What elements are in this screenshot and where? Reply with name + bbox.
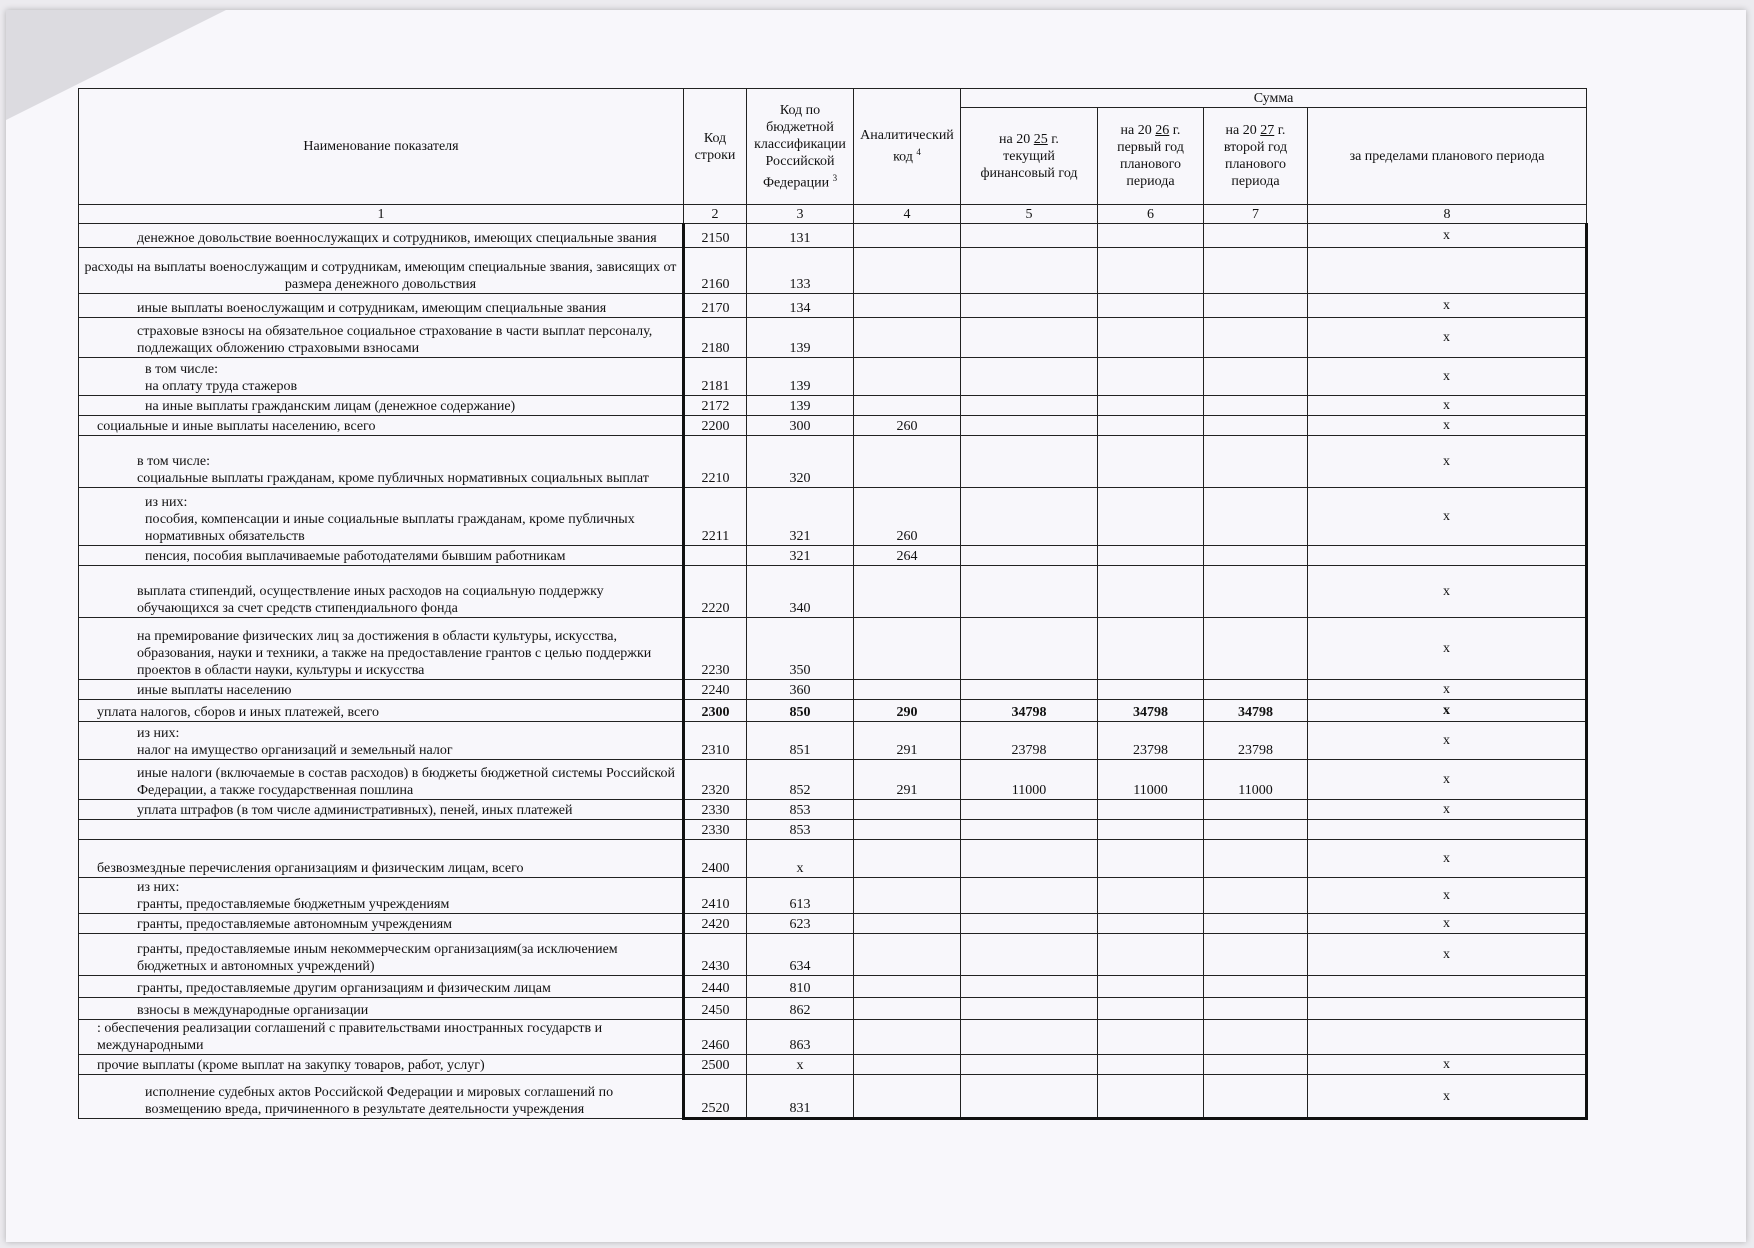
cell-y1 <box>961 546 1098 566</box>
col7-prefix: на 20 <box>1225 123 1257 138</box>
cell-code: 2211 <box>684 488 747 546</box>
cell-code: 2181 <box>684 358 747 396</box>
cell-y3 <box>1204 820 1308 840</box>
row-name: безвозмездные перечисления организациям и физическим лицам, всего <box>79 840 684 878</box>
cell-y3 <box>1204 976 1308 998</box>
header-budget-code <box>747 89 854 205</box>
cell-y3 <box>1204 248 1308 294</box>
cell-y1 <box>961 840 1098 878</box>
table-row <box>79 800 1587 820</box>
cell-beyond: x <box>1308 396 1587 416</box>
cell-y3: 34798 <box>1204 700 1308 722</box>
table-row <box>79 248 1587 294</box>
cell-an: 291 <box>854 760 961 800</box>
table-row <box>79 976 1587 998</box>
cell-an <box>854 318 961 358</box>
cell-kbk: 139 <box>747 396 854 416</box>
cell-y3 <box>1204 1020 1308 1055</box>
col-num-5: 5 <box>961 205 1098 224</box>
cell-y3 <box>1204 1075 1308 1119</box>
cell-y3 <box>1204 546 1308 566</box>
table-row <box>79 318 1587 358</box>
cell-y1 <box>961 998 1098 1020</box>
cell-kbk: 133 <box>747 248 854 294</box>
cell-y1 <box>961 224 1098 248</box>
cell-y2 <box>1098 878 1204 914</box>
table-row <box>79 416 1587 436</box>
cell-code: 2330 <box>684 820 747 840</box>
row-name: уплата налогов, сборов и иных платежей, всего <box>79 700 684 722</box>
cell-y3 <box>1204 1055 1308 1075</box>
cell-beyond: x <box>1308 680 1587 700</box>
row-name: взносы в международные организации <box>79 998 684 1020</box>
cell-an <box>854 934 961 976</box>
row-name: гранты, предоставляемые автономным учреждениям <box>79 914 684 934</box>
cell-an <box>854 358 961 396</box>
cell-y2 <box>1098 800 1204 820</box>
cell-y2 <box>1098 416 1204 436</box>
cell-y3 <box>1204 224 1308 248</box>
col7-desc: второй год планового периода <box>1223 140 1288 189</box>
cell-y2 <box>1098 396 1204 416</box>
cell-kbk: 623 <box>747 914 854 934</box>
cell-beyond: x <box>1308 294 1587 318</box>
cell-y2 <box>1098 436 1204 488</box>
cell-an <box>854 618 961 680</box>
cell-y1 <box>961 976 1098 998</box>
cell-y2: 11000 <box>1098 760 1204 800</box>
col-num-1: 1 <box>79 205 684 224</box>
cell-y1 <box>961 294 1098 318</box>
cell-an <box>854 1055 961 1075</box>
header-analytic-text: Аналитический код <box>860 128 954 165</box>
col5-prefix: на 20 <box>999 131 1031 147</box>
cell-code: 2430 <box>684 934 747 976</box>
cell-beyond: x <box>1308 224 1587 248</box>
cell-y1 <box>961 318 1098 358</box>
cell-y2 <box>1098 1055 1204 1075</box>
cell-y1 <box>961 618 1098 680</box>
cell-beyond: x <box>1308 1055 1587 1075</box>
cell-an <box>854 224 961 248</box>
row-name: на премирование физических лиц за достижения в области культуры, искусства, образования, науки и техники, а также на предоставление грантов с целью поддержки проектов в области науки, культуры и искусства <box>79 618 684 680</box>
cell-beyond: x <box>1308 700 1587 722</box>
table-row <box>79 566 1587 618</box>
cell-kbk: 853 <box>747 800 854 820</box>
cell-kbk: 851 <box>747 722 854 760</box>
row-name: выплата стипендий, осуществление иных расходов на социальную поддержку обучающихся за счет средств стипендиального фонда <box>79 566 684 618</box>
cell-y2 <box>1098 488 1204 546</box>
row-name: гранты, предоставляемые другим организациям и физическим лицам <box>79 976 684 998</box>
col-num-7: 7 <box>1204 205 1308 224</box>
header-budget-code-note: 3 <box>832 172 838 183</box>
col5-year: 25 <box>1033 131 1048 147</box>
cell-code: 2210 <box>684 436 747 488</box>
cell-kbk: 131 <box>747 224 854 248</box>
cell-y1 <box>961 436 1098 488</box>
cell-code: 2172 <box>684 396 747 416</box>
cell-y3 <box>1204 680 1308 700</box>
cell-y1 <box>961 820 1098 840</box>
cell-y3 <box>1204 358 1308 396</box>
row-name: гранты, предоставляемые иным некоммерческим организациям(за исключением бюджетных и автономных учреждений) <box>79 934 684 976</box>
cell-beyond: x <box>1308 1075 1587 1119</box>
cell-y2 <box>1098 840 1204 878</box>
header-col5 <box>961 108 1098 205</box>
cell-beyond <box>1308 820 1587 840</box>
row-name: исполнение судебных актов Российской Федерации и мировых соглашений по возмещению вреда, причиненного в результате деятельности учреждения <box>79 1075 684 1119</box>
table-row <box>79 680 1587 700</box>
cell-kbk: 613 <box>747 878 854 914</box>
col-num-4: 4 <box>854 205 961 224</box>
cell-beyond: x <box>1308 878 1587 914</box>
cell-y1 <box>961 1075 1098 1119</box>
table-row <box>79 546 1587 566</box>
cell-y1 <box>961 396 1098 416</box>
cell-code: 2450 <box>684 998 747 1020</box>
cell-beyond: x <box>1308 488 1587 546</box>
cell-y2 <box>1098 294 1204 318</box>
row-name: уплата штрафов (в том числе административных), пеней, иных платежей <box>79 800 684 820</box>
cell-beyond: x <box>1308 934 1587 976</box>
table-row <box>79 488 1587 546</box>
table-row <box>79 224 1587 248</box>
cell-y3 <box>1204 800 1308 820</box>
cell-y1 <box>961 566 1098 618</box>
cell-kbk: 810 <box>747 976 854 998</box>
col-num-8: 8 <box>1308 205 1587 224</box>
cell-code: 2150 <box>684 224 747 248</box>
cell-kbk: x <box>747 1055 854 1075</box>
table-row <box>79 760 1587 800</box>
cell-code: 2410 <box>684 878 747 914</box>
cell-code: 2500 <box>684 1055 747 1075</box>
table-row <box>79 436 1587 488</box>
row-name: на иные выплаты гражданским лицам (денежное содержание) <box>79 396 684 416</box>
cell-y3 <box>1204 914 1308 934</box>
cell-code: 2520 <box>684 1075 747 1119</box>
cell-y3 <box>1204 998 1308 1020</box>
col-num-6: 6 <box>1098 205 1204 224</box>
cell-code: 2180 <box>684 318 747 358</box>
header-col6 <box>1098 108 1204 205</box>
col7-suffix: г. <box>1277 123 1286 138</box>
cell-y1: 34798 <box>961 700 1098 722</box>
cell-code: 2220 <box>684 566 747 618</box>
header-analytic-note: 4 <box>916 147 921 158</box>
cell-y2 <box>1098 248 1204 294</box>
cell-kbk: 850 <box>747 700 854 722</box>
table-row <box>79 820 1587 840</box>
cell-y2 <box>1098 976 1204 998</box>
cell-y1: 11000 <box>961 760 1098 800</box>
cell-beyond: x <box>1308 618 1587 680</box>
cell-y2 <box>1098 680 1204 700</box>
cell-code: 2300 <box>684 700 747 722</box>
row-name: в том числе: на оплату труда стажеров <box>79 358 684 396</box>
row-name: из них: налог на имущество организаций и земельный налог <box>79 722 684 760</box>
cell-code: 2440 <box>684 976 747 998</box>
expenses-table-container <box>78 88 1586 1120</box>
cell-beyond: x <box>1308 722 1587 760</box>
cell-y3: 23798 <box>1204 722 1308 760</box>
cell-kbk: 321 <box>747 546 854 566</box>
cell-kbk: 853 <box>747 820 854 840</box>
cell-an <box>854 820 961 840</box>
cell-an <box>854 566 961 618</box>
cell-an <box>854 1075 961 1119</box>
row-name <box>79 820 684 840</box>
cell-y3 <box>1204 934 1308 976</box>
cell-y1 <box>961 416 1098 436</box>
cell-an <box>854 436 961 488</box>
table-row <box>79 294 1587 318</box>
header-col8: за пределами планового периода <box>1308 108 1587 205</box>
cell-kbk: 634 <box>747 934 854 976</box>
cell-y2 <box>1098 318 1204 358</box>
row-name: социальные и иные выплаты населению, всего <box>79 416 684 436</box>
cell-code <box>684 546 747 566</box>
cell-y3 <box>1204 488 1308 546</box>
cell-beyond: x <box>1308 760 1587 800</box>
cell-y1 <box>961 1055 1098 1075</box>
cell-y1 <box>961 878 1098 914</box>
cell-kbk: 360 <box>747 680 854 700</box>
cell-y1 <box>961 358 1098 396</box>
table-row <box>79 1075 1587 1119</box>
cell-y3 <box>1204 318 1308 358</box>
cell-kbk: 862 <box>747 998 854 1020</box>
cell-kbk: 321 <box>747 488 854 546</box>
cell-an <box>854 1020 961 1055</box>
cell-kbk: 139 <box>747 318 854 358</box>
table-row <box>79 914 1587 934</box>
row-name: расходы на выплаты военослужащим и сотрудникам, имеющим специальные звания, зависящих от размера денежного довольствия <box>79 248 684 294</box>
col6-suffix: г. <box>1172 123 1181 138</box>
col6-prefix: на 20 <box>1120 123 1152 138</box>
header-code: Код строки <box>684 89 747 205</box>
cell-an <box>854 878 961 914</box>
cell-an <box>854 976 961 998</box>
cell-kbk: 863 <box>747 1020 854 1055</box>
cell-y3 <box>1204 416 1308 436</box>
table-row <box>79 1020 1587 1055</box>
cell-code: 2240 <box>684 680 747 700</box>
cell-an <box>854 248 961 294</box>
cell-beyond: x <box>1308 914 1587 934</box>
cell-y2 <box>1098 998 1204 1020</box>
cell-y2 <box>1098 618 1204 680</box>
cell-code: 2420 <box>684 914 747 934</box>
table-row <box>79 396 1587 416</box>
table-row <box>79 618 1587 680</box>
row-name: иные налоги (включаемые в состав расходов) в бюджеты бюджетной системы Российской Федерации, а также государственная пошлина <box>79 760 684 800</box>
cell-y3: 11000 <box>1204 760 1308 800</box>
cell-y3 <box>1204 840 1308 878</box>
cell-y3 <box>1204 436 1308 488</box>
cell-y1 <box>961 934 1098 976</box>
row-name: из них: пособия, компенсации и иные социальные выплаты гражданам, кроме публичных нормативных обязательств <box>79 488 684 546</box>
cell-y2: 23798 <box>1098 722 1204 760</box>
col5-desc: текущий финансовый год <box>980 148 1078 181</box>
cell-y1 <box>961 488 1098 546</box>
table-body <box>79 224 1587 1119</box>
cell-an <box>854 396 961 416</box>
cell-y3 <box>1204 294 1308 318</box>
cell-kbk: 320 <box>747 436 854 488</box>
row-name: в том числе: социальные выплаты гражданам, кроме публичных нормативных социальных выплат <box>79 436 684 488</box>
cell-kbk: 300 <box>747 416 854 436</box>
cell-y3 <box>1204 618 1308 680</box>
header-col7 <box>1204 108 1308 205</box>
cell-kbk: 831 <box>747 1075 854 1119</box>
cell-y1 <box>961 248 1098 294</box>
header-sum-group: Сумма <box>961 89 1587 108</box>
cell-beyond: x <box>1308 416 1587 436</box>
cell-y2 <box>1098 934 1204 976</box>
cell-an: 290 <box>854 700 961 722</box>
cell-y2 <box>1098 566 1204 618</box>
cell-beyond: x <box>1308 318 1587 358</box>
cell-y2 <box>1098 914 1204 934</box>
cell-kbk: 340 <box>747 566 854 618</box>
cell-an <box>854 800 961 820</box>
cell-y1: 23798 <box>961 722 1098 760</box>
cell-beyond <box>1308 248 1587 294</box>
cell-an <box>854 840 961 878</box>
cell-code: 2320 <box>684 760 747 800</box>
cell-an: 264 <box>854 546 961 566</box>
cell-y2 <box>1098 224 1204 248</box>
table-row <box>79 700 1587 722</box>
row-name: пенсия, пособия выплачиваемые работодателями бывшим работникам <box>79 546 684 566</box>
cell-an: 260 <box>854 488 961 546</box>
col7-year: 27 <box>1260 123 1275 138</box>
cell-y3 <box>1204 878 1308 914</box>
table-row <box>79 722 1587 760</box>
cell-kbk: 134 <box>747 294 854 318</box>
row-name: иные выплаты населению <box>79 680 684 700</box>
cell-kbk: x <box>747 840 854 878</box>
cell-y2: 34798 <box>1098 700 1204 722</box>
cell-beyond: x <box>1308 436 1587 488</box>
cell-y1 <box>961 1020 1098 1055</box>
cell-code: 2330 <box>684 800 747 820</box>
cell-beyond: x <box>1308 358 1587 396</box>
cell-beyond <box>1308 976 1587 998</box>
col5-suffix: г. <box>1051 131 1059 147</box>
table-row <box>79 358 1587 396</box>
cell-an: 260 <box>854 416 961 436</box>
row-name: прочие выплаты (кроме выплат на закупку товаров, работ, услуг) <box>79 1055 684 1075</box>
cell-y1 <box>961 800 1098 820</box>
cell-beyond <box>1308 998 1587 1020</box>
table-row <box>79 840 1587 878</box>
table-row <box>79 998 1587 1020</box>
table-row <box>79 1055 1587 1075</box>
cell-kbk: 852 <box>747 760 854 800</box>
cell-beyond: x <box>1308 566 1587 618</box>
row-name: денежное довольствие военнослужащих и сотрудников, имеющих специальные звания <box>79 224 684 248</box>
col6-desc: первый год планового периода <box>1117 140 1184 189</box>
row-name: иные выплаты военослужащим и сотрудникам, имеющим специальные звания <box>79 294 684 318</box>
table-row <box>79 934 1587 976</box>
col-num-3: 3 <box>747 205 854 224</box>
header-analytic <box>854 89 961 205</box>
cell-y3 <box>1204 396 1308 416</box>
row-name: из них: гранты, предоставляемые бюджетным учреждениям <box>79 878 684 914</box>
cell-beyond <box>1308 546 1587 566</box>
cell-y2 <box>1098 820 1204 840</box>
cell-code: 2170 <box>684 294 747 318</box>
row-name: : обеспечения реализации соглашений с правительствами иностранных государств и международными <box>79 1020 684 1055</box>
cell-beyond <box>1308 1020 1587 1055</box>
col6-year: 26 <box>1155 123 1170 138</box>
cell-an <box>854 998 961 1020</box>
cell-y2 <box>1098 358 1204 396</box>
cell-y1 <box>961 914 1098 934</box>
cell-an <box>854 914 961 934</box>
cell-code: 2400 <box>684 840 747 878</box>
cell-code: 2200 <box>684 416 747 436</box>
cell-y3 <box>1204 566 1308 618</box>
cell-kbk: 139 <box>747 358 854 396</box>
cell-code: 2310 <box>684 722 747 760</box>
row-name: страховые взносы на обязательное социальное страхование в части выплат персоналу, подлежащих обложению страховыми взносами <box>79 318 684 358</box>
header-name: Наименование показателя <box>79 89 684 205</box>
cell-an <box>854 294 961 318</box>
cell-y2 <box>1098 546 1204 566</box>
cell-an: 291 <box>854 722 961 760</box>
cell-kbk: 350 <box>747 618 854 680</box>
expenses-table <box>78 88 1588 1120</box>
cell-code: 2230 <box>684 618 747 680</box>
table-row <box>79 878 1587 914</box>
cell-y2 <box>1098 1020 1204 1055</box>
col-num-2: 2 <box>684 205 747 224</box>
cell-y2 <box>1098 1075 1204 1119</box>
cell-y1 <box>961 680 1098 700</box>
header-budget-code-text: Код по бюджетной классификации Российской Федерации <box>754 102 846 191</box>
cell-code: 2160 <box>684 248 747 294</box>
cell-beyond: x <box>1308 800 1587 820</box>
cell-beyond: x <box>1308 840 1587 878</box>
cell-code: 2460 <box>684 1020 747 1055</box>
cell-an <box>854 680 961 700</box>
